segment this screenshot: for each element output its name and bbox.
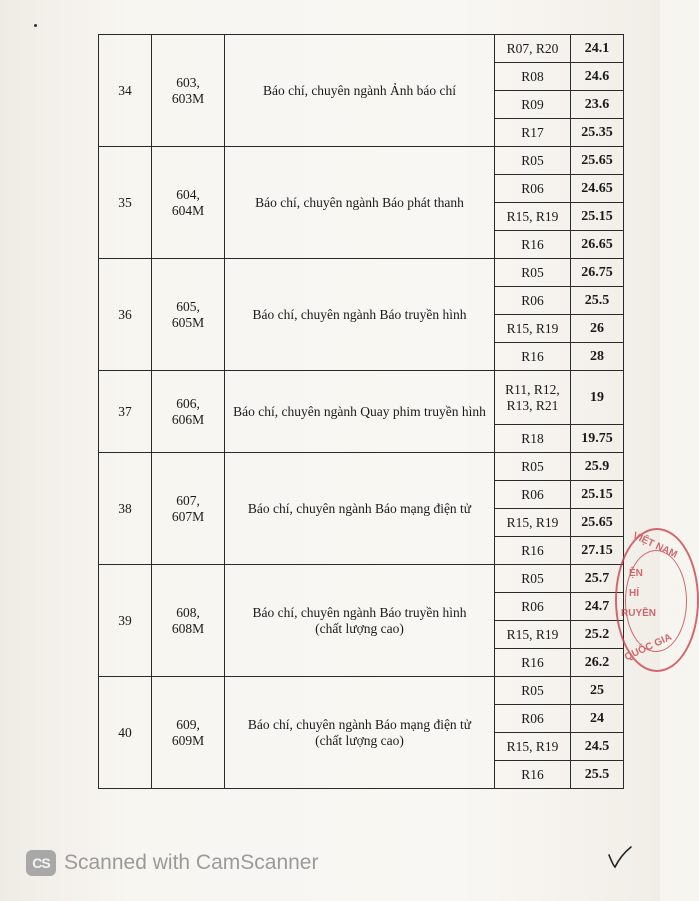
subject-combination: R15, R19	[495, 621, 571, 649]
major-name: Báo chí, chuyên ngành Quay phim truyền hình	[225, 371, 495, 453]
subject-combination: R16	[495, 231, 571, 259]
cutoff-score: 25.9	[571, 453, 624, 481]
major-name: Báo chí, chuyên ngành Báo mạng điện tử	[225, 453, 495, 565]
subject-combination: R16	[495, 649, 571, 677]
cutoff-score: 25.35	[571, 119, 624, 147]
row-number: 37	[99, 371, 152, 453]
major-name: Báo chí, chuyên ngành Ảnh báo chí	[225, 35, 495, 147]
subject-combination: R16	[495, 761, 571, 789]
table-row	[99, 453, 624, 481]
table-row	[99, 371, 624, 425]
table-row	[99, 35, 624, 63]
major-code: 609, 609M	[152, 677, 225, 789]
cutoff-score: 25.65	[571, 509, 624, 537]
seal-text: ỆN	[629, 568, 643, 579]
subject-combination: R16	[495, 537, 571, 565]
speck	[34, 24, 37, 27]
cutoff-score: 23.6	[571, 91, 624, 119]
cutoff-score: 25.7	[571, 565, 624, 593]
row-number: 34	[99, 35, 152, 147]
cutoff-score: 25.5	[571, 287, 624, 315]
major-code: 608, 608M	[152, 565, 225, 677]
subject-combination: R15, R19	[495, 203, 571, 231]
major-code: 605, 605M	[152, 259, 225, 371]
cutoff-score: 26.65	[571, 231, 624, 259]
subject-combination: R05	[495, 677, 571, 705]
row-number: 36	[99, 259, 152, 371]
cutoff-score: 24.5	[571, 733, 624, 761]
row-number: 40	[99, 677, 152, 789]
seal-text: VIỆT NAM	[630, 530, 679, 561]
cutoff-score: 25.5	[571, 761, 624, 789]
cutoff-score: 27.15	[571, 537, 624, 565]
subject-combination: R06	[495, 705, 571, 733]
seal-text: RUYỀN	[621, 608, 657, 619]
table-row	[99, 259, 624, 287]
subject-combination: R05	[495, 453, 571, 481]
subject-combination: R18	[495, 425, 571, 453]
subject-combination: R05	[495, 565, 571, 593]
cutoff-score: 26	[571, 315, 624, 343]
cutoff-score: 26.75	[571, 259, 624, 287]
cutoff-score: 26.2	[571, 649, 624, 677]
subject-combination: R07, R20	[495, 35, 571, 63]
subject-combination: R05	[495, 147, 571, 175]
row-number: 38	[99, 453, 152, 565]
subject-combination: R17	[495, 119, 571, 147]
cutoff-score: 28	[571, 343, 624, 371]
watermark-text: Scanned with CamScanner	[64, 851, 319, 874]
subject-combination: R08	[495, 63, 571, 91]
cutoff-score: 19.75	[571, 425, 624, 453]
subject-combination: R15, R19	[495, 315, 571, 343]
camscanner-watermark	[26, 848, 318, 878]
cutoff-score: 25.15	[571, 481, 624, 509]
subject-combination: R16	[495, 343, 571, 371]
table-row	[99, 677, 624, 705]
cutoff-score: 25.15	[571, 203, 624, 231]
major-code: 606, 606M	[152, 371, 225, 453]
major-name: Báo chí, chuyên ngành Báo truyền hình (chất lượng cao)	[225, 565, 495, 677]
table-body	[99, 35, 624, 789]
red-seal-stamp	[615, 528, 699, 672]
admission-score-table	[98, 34, 624, 789]
major-name: Báo chí, chuyên ngành Báo mạng điện tử (chất lượng cao)	[225, 677, 495, 789]
major-code: 607, 607M	[152, 453, 225, 565]
subject-combination: R11, R12, R13, R21	[495, 371, 571, 425]
table-row	[99, 147, 624, 175]
cutoff-score: 24.7	[571, 593, 624, 621]
major-name: Báo chí, chuyên ngành Báo truyền hình	[225, 259, 495, 371]
row-number: 35	[99, 147, 152, 259]
subject-combination: R06	[495, 175, 571, 203]
cutoff-score: 24.6	[571, 63, 624, 91]
subject-combination: R06	[495, 481, 571, 509]
subject-combination: R06	[495, 593, 571, 621]
row-number: 39	[99, 565, 152, 677]
cutoff-score: 24.65	[571, 175, 624, 203]
cutoff-score: 25.65	[571, 147, 624, 175]
major-name: Báo chí, chuyên ngành Báo phát thanh	[225, 147, 495, 259]
cutoff-score: 24	[571, 705, 624, 733]
subject-combination: R15, R19	[495, 509, 571, 537]
cutoff-score: 25	[571, 677, 624, 705]
camscanner-logo-icon: CS	[26, 850, 56, 876]
major-code: 603, 603M	[152, 35, 225, 147]
handwritten-check-icon	[605, 843, 635, 873]
table-row	[99, 565, 624, 593]
cutoff-score: 24.1	[571, 35, 624, 63]
seal-text: HÍ	[629, 588, 639, 599]
cutoff-score: 19	[571, 371, 624, 425]
cutoff-score: 25.2	[571, 621, 624, 649]
subject-combination: R05	[495, 259, 571, 287]
major-code: 604, 604M	[152, 147, 225, 259]
seal-text: QUỐC GIA	[623, 631, 674, 664]
subject-combination: R15, R19	[495, 733, 571, 761]
subject-combination: R06	[495, 287, 571, 315]
subject-combination: R09	[495, 91, 571, 119]
